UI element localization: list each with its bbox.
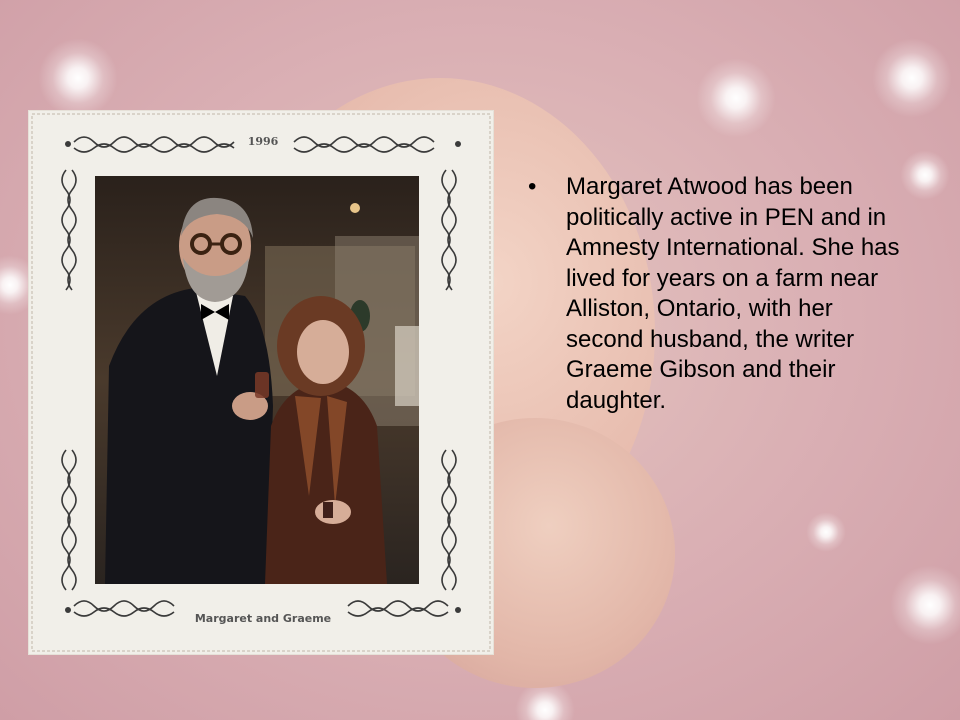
- couple-photo: [95, 176, 419, 584]
- bullet-marker: •: [528, 173, 537, 200]
- sparkle-decoration: [890, 565, 960, 645]
- sparkle-decoration: [872, 38, 952, 118]
- photo-card: [28, 110, 494, 655]
- bullet-text: Margaret Atwood has been politically active in PEN and in Amnesty International. She has lived for years on a farm near Alliston, Ontario, with her second husband, the writer Graeme Gibson and their daughter.: [566, 173, 900, 414]
- sparkle-decoration: [696, 58, 776, 138]
- sparkle-decoration: [806, 512, 846, 552]
- content-text-block: [528, 172, 928, 416]
- photo-illustration: [95, 176, 419, 584]
- photo-caption: Margaret and Graeme: [194, 612, 332, 625]
- photo-year-label: 1996: [247, 135, 279, 148]
- sparkle-decoration: [38, 38, 118, 118]
- bullet-item: [528, 172, 928, 416]
